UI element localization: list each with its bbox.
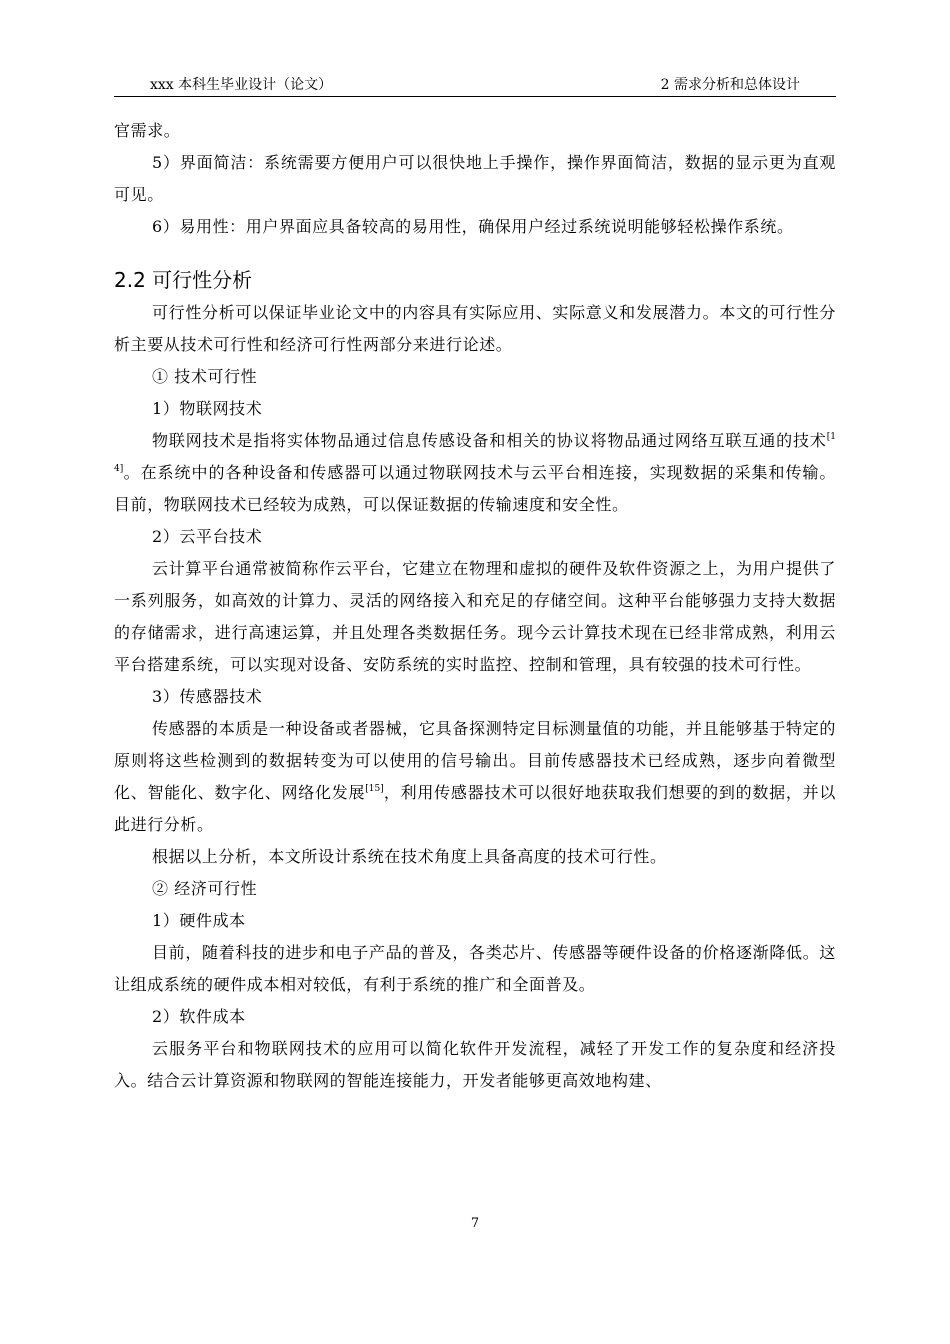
requirement-item-5: 5）界面简洁：系统需要方便用户可以很快地上手操作，操作界面简洁，数据的显示更为直观可见。 — [114, 153, 836, 204]
technical-conclusion: 根据以上分析，本文所设计系统在技术角度上具备高度的技术可行性。 — [152, 847, 667, 866]
subheading-sensor: 3）传感器技术 — [152, 687, 263, 706]
cloud-paragraph: 云计算平台通常被简称作云平台，它建立在物理和虚拟的硬件及软件资源之上，为用户提供了一系列服务，如高效的计算力、灵活的网络接入和充足的存储空间。这种平台能够强力支持大数据的存储需求，进行高速运算，并且处理各类数据任务。现今云计算技术现在已经非常成熟，利用云平台搭建系统，可以实现对设备、安防系统的实时监控、控制和管理，具有较强的技术可行性。 — [114, 559, 836, 674]
header-chapter-title: 2 需求分析和总体设计 — [660, 77, 800, 93]
section-heading: 2.2 可行性分析 — [114, 268, 253, 292]
subheading-software-cost: 2）软件成本 — [152, 1007, 246, 1026]
feasibility-intro-paragraph: 可行性分析可以保证毕业论文中的内容具有实际应用、实际意义和发展潜力。本文的可行性分析主要从技术可行性和经济可行性两部分来进行论述。 — [114, 303, 836, 354]
iot-paragraph — [114, 425, 836, 521]
page-content — [114, 115, 836, 1097]
subheading-economic-feasibility: ② 经济可行性 — [152, 879, 258, 898]
subheading-hardware-cost: 1）硬件成本 — [152, 911, 246, 930]
header-thesis-title: xxx 本科生毕业设计（论文） — [150, 77, 333, 93]
iot-text-part1: 物联网技术是指将实体物品通过信息传感设备和相关的协议将物品通过网络互联互通的技术 — [152, 431, 827, 450]
citation-15: [15] — [365, 784, 384, 794]
subheading-technical-feasibility: ① 技术可行性 — [152, 367, 258, 386]
requirement-item-6: 6）易用性：用户界面应具备较高的易用性，确保用户经过系统说明能够轻松操作系统。 — [152, 217, 794, 236]
hardware-cost-paragraph: 目前，随着科技的进步和电子产品的普及，各类芯片、传感器等硬件设备的价格逐渐降低。这让组成系统的硬件成本相对较低，有利于系统的推广和全面普及。 — [114, 943, 836, 994]
citation-14: [14] — [114, 432, 836, 474]
iot-text-part2: 。在系统中的各种设备和传感器可以通过物联网技术与云平台相连接，实现数据的采集和传输。目前，物联网技术已经较为成熟，可以保证数据的传输速度和安全性。 — [114, 463, 836, 514]
page-number: 7 — [470, 1216, 480, 1231]
paragraph-continuation: 官需求。 — [114, 121, 181, 140]
sensor-text-part2: ，利用传感器技术可以很好地获取我们想要的到的数据，并以此进行分析。 — [114, 783, 836, 834]
page-header — [114, 76, 836, 97]
subheading-cloud: 2）云平台技术 — [152, 527, 263, 546]
subheading-iot: 1）物联网技术 — [152, 399, 263, 418]
sensor-paragraph — [114, 713, 836, 841]
sensor-text-part1: 传感器的本质是一种设备或者器械，它具备探测特定目标测量值的功能，并且能够基于特定的原则将这些检测到的数据转变为可以使用的信号输出。目前传感器技术已经成熟，逐步向着微型化、智能化、数字化、网络化发展 — [114, 719, 836, 802]
software-cost-paragraph: 云服务平台和物联网技术的应用可以简化软件开发流程，减轻了开发工作的复杂度和经济投入。结合云计算资源和物联网的智能连接能力，开发者能够更高效地构建、 — [114, 1039, 836, 1090]
